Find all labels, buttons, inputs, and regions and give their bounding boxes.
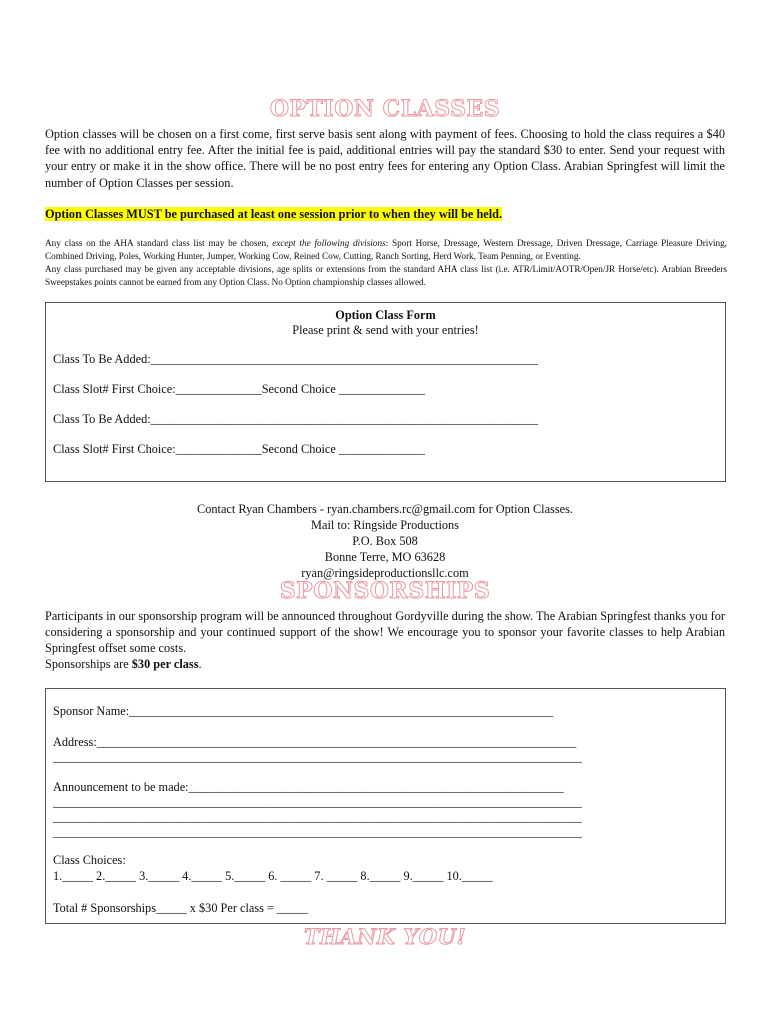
email-line: ryan@ringsideproductionsllc.com xyxy=(301,566,469,580)
thank-you-title: THANK YOU! xyxy=(303,924,467,949)
sponsorships-intro: Participants in our sponsorship program will be announced throughout Gordyville during the show. The Arabian Springfest thanks you for considering a sponsorship and your continued support of the show! We encourage you to sponsor your favorite classes to help Arabian Springfest offset some costs. xyxy=(45,609,725,656)
city-line: Bonne Terre, MO 63628 xyxy=(324,550,446,564)
address-field-line-2[interactable]: ______________________________________________________________________________________ xyxy=(53,750,582,764)
option-classes-intro: Option classes will be chosen on a first come, first serve basis sent along with payment of fees. Choosing to hold the class requires a $40 fee with no additional entry fee. After the initial fee is paid, additional entries will pay the standard $30 to enter. Send your request with your entry or make it in the show office. There will be no post entry fees for entering any Option Class. Arabian Springfest will limit the number of Option Classes per session. xyxy=(45,127,725,190)
total-sponsorships-field[interactable]: Total # Sponsorships_____ x $30 Per class = _____ xyxy=(53,901,308,915)
sponsorship-price xyxy=(45,656,725,672)
announcement-field-line-2[interactable]: ______________________________________________________________________________________ xyxy=(53,795,582,809)
option-class-form xyxy=(45,302,726,482)
price-value: $30 per class xyxy=(131,657,199,671)
address-field[interactable]: Address:______________________________________________________________________________ xyxy=(53,735,577,749)
mail-to-line: Mail to: Ringside Productions xyxy=(311,518,459,532)
announcement-field[interactable]: Announcement to be made:_____________________________________________________________ xyxy=(53,780,564,794)
option-extras-text: Any class purchased may be given any acceptable divisions, age splits or extensions from the standard AHA class list (i.e. ATR/Limit/AOTR/Open/JR Horse/etc). Arabian Breeders Sweepstakes points cannot be earned from any Option Class. No Option championship classes allowed. xyxy=(45,264,727,287)
divisions-except: except the following divisions xyxy=(272,238,386,248)
class-to-be-added-field[interactable]: Class To Be Added:_______________________________________________________________ xyxy=(53,352,538,366)
divisions-list: : Sport Horse, Dressage, Western Dressage, Driven Dressage, Carriage Pleasure Driving, Combined Driving, Poles, Working Hunter, Jumper, Working Cow, Reined Cow, Cutting, Ranch Sorting, Herd Work, Team Penning, or Eventing. xyxy=(45,238,727,261)
price-lead: Sponsorships are xyxy=(45,657,132,671)
po-box-line: P.O. Box 508 xyxy=(352,534,418,548)
sponsorships-title: SPONSORSHIPS xyxy=(279,578,491,604)
option-classes-deadline-note xyxy=(45,206,725,222)
class-to-be-added-field-2[interactable]: Class To Be Added:_______________________________________________________________ xyxy=(53,412,538,426)
option-classes-title: OPTION CLASSES xyxy=(269,96,501,122)
class-choices-label: Class Choices: xyxy=(53,853,126,867)
class-slot-choice-field-2[interactable]: Class Slot# First Choice:______________Second Choice ______________ xyxy=(53,442,425,456)
class-slot-choice-field[interactable]: Class Slot# First Choice:______________Second Choice ______________ xyxy=(53,382,425,396)
announcement-field-line-4[interactable]: ______________________________________________________________________________________ xyxy=(53,825,582,839)
sponsor-name-field[interactable]: Sponsor Name:_____________________________________________________________________ xyxy=(53,704,554,718)
option-divisions-text xyxy=(45,237,727,263)
option-form-subtitle: Please print & send with your entries! xyxy=(292,323,479,337)
class-choices-fields[interactable]: 1._____ 2._____ 3._____ 4._____ 5._____ 6. _____ 7. _____ 8._____ 9._____ 10._____ xyxy=(53,869,493,883)
option-form-title: Option Class Form xyxy=(335,308,436,322)
highlighted-note: Option Classes MUST be purchased at least one session prior to when they will be held. xyxy=(45,207,503,221)
announcement-field-line-3[interactable]: ______________________________________________________________________________________ xyxy=(53,810,582,824)
divisions-lead: Any class on the AHA standard class list may be chosen, xyxy=(45,238,273,248)
price-end: . xyxy=(198,657,202,671)
sponsorship-form xyxy=(45,688,726,924)
contact-line: Contact Ryan Chambers - ryan.chambers.rc@gmail.com for Option Classes. xyxy=(197,502,573,516)
